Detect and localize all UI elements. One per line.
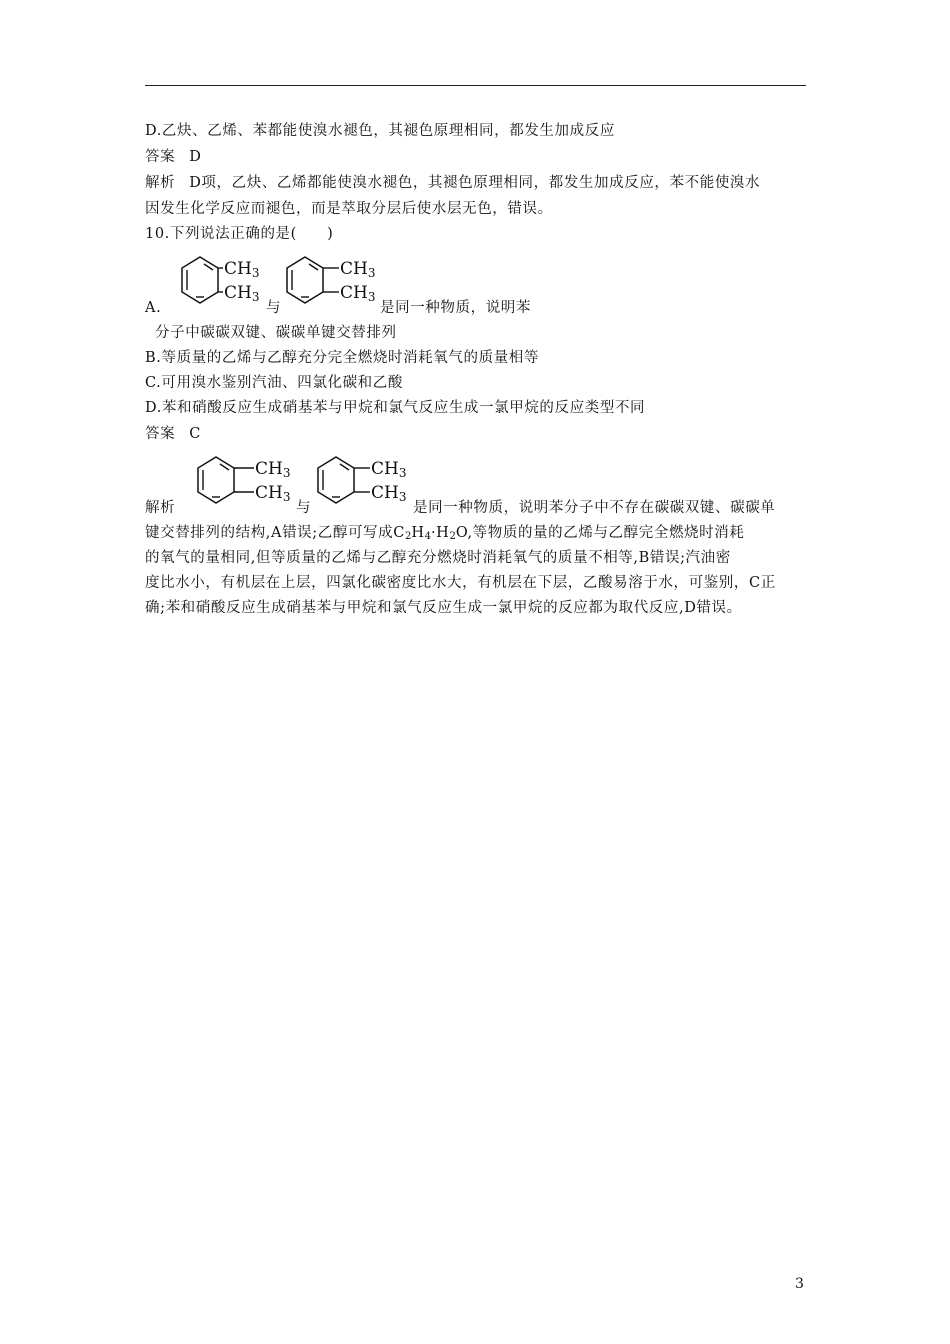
analysis-line	[145, 173, 760, 193]
option-a-continuation: 分子中碳碳双键、碳碳单键交替排列	[155, 325, 397, 341]
svg-text:CH3	[255, 483, 290, 504]
option-a-suffix: 是同一种物质，说明苯	[380, 300, 531, 316]
methyl-lower-label: CH	[224, 283, 252, 303]
svg-text:CH3	[224, 259, 259, 280]
explanation-with: 与	[296, 500, 312, 516]
answer-label: 答案	[145, 149, 176, 165]
answer-label: 答案	[145, 426, 176, 442]
explanation-line-5: 确;苯和硝酸反应生成硝基苯与甲烷和氯气反应生成一氯甲烷的反应都为取代反应,D错误。	[145, 600, 742, 616]
explanation-suffix: 是同一种物质，说明苯分子中不存在碳碳双键、碳碳单	[413, 500, 776, 516]
explanation-line-3: 的氧气的量相同,但等质量的乙烯与乙醇充分燃烧时消耗氧气的质量不相等,B错误;汽油密	[145, 550, 731, 566]
xylene-structure-2	[283, 252, 383, 316]
svg-text:CH3	[371, 483, 406, 504]
explanation-text: ·H	[430, 525, 450, 541]
analysis-label: 解析	[145, 175, 176, 191]
formula-subscript: 2	[404, 531, 412, 542]
page-number: 3	[795, 1276, 804, 1292]
methyl-upper-subscript: 3	[367, 266, 376, 280]
svg-text:CH3	[340, 283, 375, 304]
methyl-lower-label: CH	[340, 283, 368, 303]
option-a-prefix: A.	[145, 300, 162, 316]
explanation-label: 解析	[145, 500, 176, 516]
explanation-text: O,等物质的量的乙烯与乙醇完全燃烧时消耗	[455, 525, 745, 541]
methyl-upper-label: CH	[255, 459, 283, 479]
xylene-structure-4	[314, 452, 414, 516]
xylene-structure-1	[160, 252, 266, 316]
explanation-line-2	[145, 523, 744, 547]
answer-value: C	[189, 426, 201, 442]
methyl-lower-subscript: 3	[367, 290, 376, 304]
svg-text:CH3	[255, 459, 290, 480]
methyl-upper-subscript: 3	[398, 466, 407, 480]
explanation-text: 键交替排列的结构,A错误;乙醇可写成C	[145, 525, 405, 541]
analysis-text: D项，乙炔、乙烯都能使溴水褪色，其褪色原理相同，都发生加成反应，苯不能使溴水	[189, 175, 761, 191]
methyl-lower-subscript: 3	[251, 290, 260, 304]
svg-text:CH3	[224, 283, 259, 304]
explanation-text: H	[411, 525, 425, 541]
methyl-upper-subscript: 3	[282, 466, 291, 480]
answer-value: D	[189, 149, 202, 165]
option-d-line: D.乙炔、乙烯、苯都能使溴水褪色，其褪色原理相同，都发生加成反应	[145, 123, 615, 139]
methyl-lower-label: CH	[255, 483, 283, 503]
answer-line	[145, 147, 201, 167]
option-b: B.等质量的乙烯与乙醇充分完全燃烧时消耗氧气的质量相等	[145, 350, 539, 366]
svg-text:CH3	[340, 259, 375, 280]
methyl-upper-label: CH	[224, 259, 252, 279]
methyl-upper-label: CH	[340, 259, 368, 279]
methyl-upper-label: CH	[371, 459, 399, 479]
analysis-continuation: 因发生化学反应而褪色，而是萃取分层后使水层无色，错误。	[145, 201, 553, 217]
option-d: D.苯和硝酸反应生成硝基苯与甲烷和氯气反应生成一氯甲烷的反应类型不同	[145, 400, 646, 416]
methyl-lower-subscript: 3	[282, 490, 291, 504]
methyl-lower-subscript: 3	[398, 490, 407, 504]
explanation-line-4: 度比水小，有机层在上层，四氯化碳密度比水大，有机层在下层，乙酸易溶于水，可鉴别，C正	[145, 575, 776, 591]
formula-subscript: 4	[424, 531, 431, 542]
header-rule	[145, 85, 806, 86]
option-a-with: 与	[266, 300, 282, 316]
svg-text:CH3	[371, 459, 406, 480]
question-10: 10.下列说法正确的是( )	[145, 226, 334, 242]
formula-subscript: 2	[449, 531, 456, 542]
methyl-upper-subscript: 3	[251, 266, 260, 280]
xylene-structure-3	[176, 452, 294, 516]
methyl-lower-label: CH	[371, 483, 399, 503]
answer-line-2	[145, 424, 201, 444]
option-c: C.可用溴水鉴别汽油、四氯化碳和乙酸	[145, 375, 403, 391]
